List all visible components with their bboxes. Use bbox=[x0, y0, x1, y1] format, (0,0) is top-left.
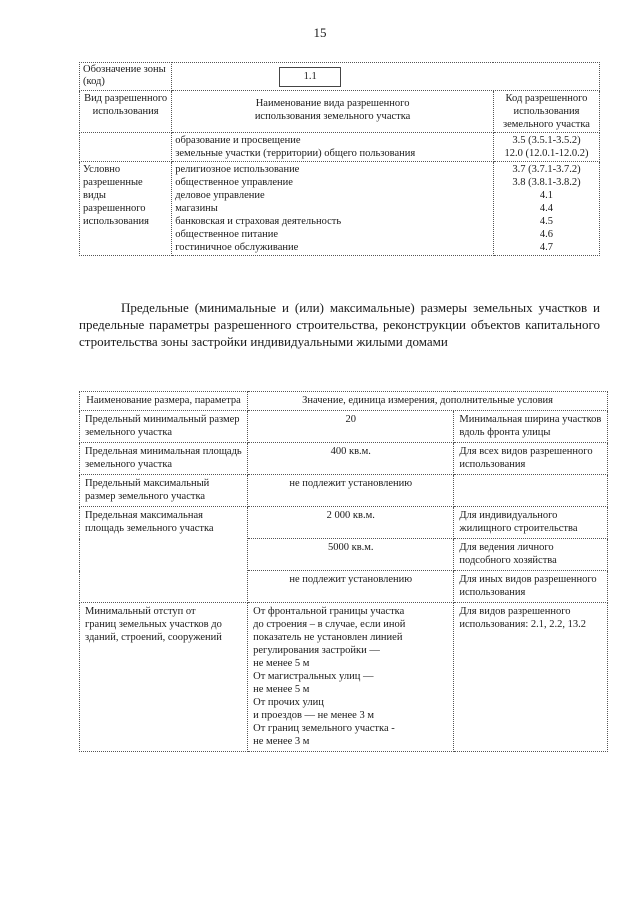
conditional-use-row bbox=[80, 162, 600, 256]
main-use-row bbox=[80, 133, 600, 162]
use-name: религиозное использование bbox=[175, 164, 300, 175]
header-code: Код разрешенного использования земельного участка bbox=[493, 91, 599, 133]
value-line: не менее 3 м bbox=[253, 736, 310, 747]
value-line: От магистральных улиц — bbox=[253, 671, 374, 682]
param-value-lines bbox=[248, 603, 454, 752]
zone-code-row bbox=[80, 63, 600, 91]
use-name: гостиничное обслуживание bbox=[175, 242, 299, 253]
params-header-name: Наименование размера, параметра bbox=[80, 392, 248, 411]
param-value: 2 000 кв.м. bbox=[248, 507, 454, 539]
param-condition: Для видов разрешенного использования: 2.1, 2.2, 13.2 bbox=[454, 603, 608, 752]
param-name: Минимальный отступ от границ земельных участков до зданий, строений, сооружений bbox=[80, 603, 248, 752]
header-name: Наименование вида разрешенного использования земельного участка bbox=[172, 91, 494, 133]
use-code: 4.7 bbox=[539, 242, 554, 253]
param-value: 20 bbox=[248, 411, 454, 443]
conditional-codes-cell bbox=[493, 162, 599, 256]
param-name: Предельная минимальная площадь земельного участка bbox=[80, 443, 248, 475]
use-code: 3.5 (3.5.1-3.5.2) bbox=[512, 135, 581, 146]
use-code: 12.0 (12.0.1-12.0.2) bbox=[504, 148, 589, 159]
param-row bbox=[80, 507, 608, 539]
param-condition: Для ведения личного подсобного хозяйства bbox=[454, 539, 608, 571]
param-value: 400 кв.м. bbox=[248, 443, 454, 475]
use-name: земельные участки (территории) общего пользования bbox=[175, 148, 416, 159]
params-header-row bbox=[80, 392, 608, 411]
param-condition: Минимальная ширина участков вдоль фронта улицы bbox=[454, 411, 608, 443]
param-row bbox=[80, 475, 608, 507]
param-name: Предельная максимальная площадь земельного участка bbox=[80, 507, 248, 603]
value-line: показатель не установлен линией bbox=[253, 632, 403, 643]
value-line: не менее 5 м bbox=[253, 658, 310, 669]
value-line: до строения – в случае, если иной bbox=[253, 619, 406, 630]
page-number: 15 bbox=[313, 25, 327, 40]
value-line: регулирования застройки — bbox=[253, 645, 380, 656]
param-condition: Для иных видов разрешенного использования bbox=[454, 571, 608, 603]
use-name: магазины bbox=[175, 203, 218, 214]
main-kind-cell bbox=[80, 133, 172, 162]
zone-code-box: 1.1 bbox=[279, 67, 341, 87]
param-value: 5000 кв.м. bbox=[248, 539, 454, 571]
use-code: 4.1 bbox=[539, 190, 554, 201]
use-code: 4.6 bbox=[539, 229, 554, 240]
params-header-value: Значение, единица измерения, дополнительные условия bbox=[248, 392, 608, 411]
param-condition bbox=[454, 475, 608, 507]
permitted-use-table bbox=[79, 62, 600, 256]
value-line: не менее 5 м bbox=[253, 684, 310, 695]
zone-label-cell: Обозначение зоны (код) bbox=[80, 63, 172, 91]
use-name: образование и просвещение bbox=[175, 135, 301, 146]
use-code: 4.4 bbox=[539, 203, 554, 214]
parameters-table bbox=[79, 391, 608, 752]
use-name: общественное управление bbox=[175, 177, 293, 188]
use-code: 3.7 (3.7.1-3.7.2) bbox=[512, 164, 581, 175]
param-value: не подлежит установлению bbox=[248, 475, 454, 507]
use-name: деловое управление bbox=[175, 190, 265, 201]
value-line: и проездов — не менее 3 м bbox=[253, 710, 374, 721]
use-name: банковская и страховая деятельность bbox=[175, 216, 342, 227]
param-row bbox=[80, 443, 608, 475]
conditional-label-cell: Условно разрешенные виды разрешенного использования bbox=[80, 162, 172, 256]
conditional-names-cell bbox=[172, 162, 494, 256]
value-line: От прочих улиц bbox=[253, 697, 324, 708]
main-names-cell bbox=[172, 133, 494, 162]
param-name: Предельный минимальный размер земельного участка bbox=[80, 411, 248, 443]
zone-code-cell bbox=[172, 63, 600, 91]
section-paragraph: Предельные (минимальные и (или) максимальные) размеры земельных участков и предельные параметры разрешенного строительства, реконструкции объектов капитального строительства зоны застройки индивидуальными жилыми домами bbox=[79, 300, 600, 349]
main-codes-cell bbox=[493, 133, 599, 162]
param-condition: Для индивидуального жилищного строительства bbox=[454, 507, 608, 539]
header-row bbox=[80, 91, 600, 133]
param-value: не подлежит установлению bbox=[248, 571, 454, 603]
param-name: Предельный максимальный размер земельного участка bbox=[80, 475, 248, 507]
value-line: От границ земельного участка - bbox=[253, 723, 395, 734]
param-condition: Для всех видов разрешенного использования bbox=[454, 443, 608, 475]
param-row bbox=[80, 603, 608, 752]
header-kind: Вид разрешенного использования bbox=[80, 91, 172, 133]
use-code: 4.5 bbox=[539, 216, 554, 227]
value-line: От фронтальной границы участка bbox=[253, 606, 405, 617]
param-row bbox=[80, 411, 608, 443]
use-name: общественное питание bbox=[175, 229, 279, 240]
use-code: 3.8 (3.8.1-3.8.2) bbox=[512, 177, 581, 188]
